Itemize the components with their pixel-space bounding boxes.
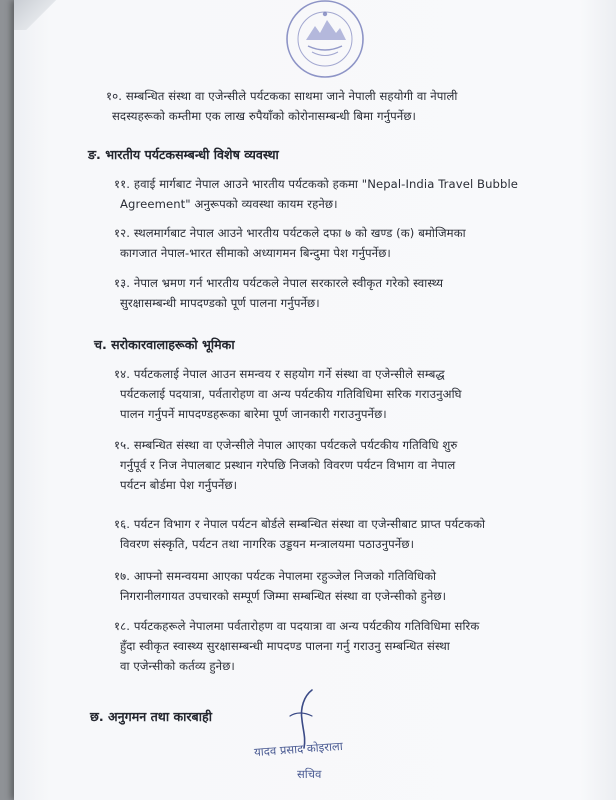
section-heading-nga: ङ. भारतीय पर्यटकसम्बन्धी विशेष व्यवस्था	[88, 147, 279, 162]
clause-line: पर्यटकलाई पदयात्रा, पर्वतारोहण वा अन्य पर्यटकीय गतिविधिमा सरिक गराउनुअघि	[120, 387, 462, 401]
clause-line: पालन गर्नुपर्ने मापदण्डहरूका बारेमा पूर्ण जानकारी गराउनुपर्नेछ।	[120, 407, 387, 421]
clause-line: पर्यटन बोर्डमा पेश गर्नुपर्नेछ।	[120, 478, 238, 492]
clause-line: १८. पर्यटकहरूले नेपालमा पर्वतारोहण वा पदयात्रा वा अन्य पर्यटकीय गतिविधिमा सरिक	[114, 619, 480, 633]
clause-15	[114, 435, 457, 495]
clause-line: १०. सम्बन्धित संस्था वा एजेन्सीले पर्यटकका साथमा जाने नेपाली सहयोगी वा नेपाली	[106, 89, 458, 103]
clause-line: सदस्यहरूको कम्तीमा एक लाख रुपैयाँको कोरोनासम्बन्धी बिमा गर्नुपर्नेछ।	[112, 109, 417, 123]
clause-line: १७. आफ्नो समन्वयमा आएका पर्यटक नेपालमा रहुञ्जेल निजको गतिविधिको	[114, 569, 437, 583]
clause-line: हुँदा स्वीकृत स्वास्थ्य सुरक्षासम्बन्धी मापदण्ड पालना गर्नु गराउनु सम्बन्धित संस्था	[120, 639, 450, 653]
document-page	[14, 0, 616, 800]
clause-line: १५. सम्बन्धित संस्था वा एजेन्सीले नेपाल आएका पर्यटकले पर्यटकीय गतिविधि शुरु	[114, 438, 458, 452]
clause-line: गर्नुपूर्व र निज नेपालबाट प्रस्थान गरेपछि निजको विवरण पर्यटन विभाग वा नेपाल	[120, 458, 456, 472]
clause-line: Agreement" अनुरूपको व्यवस्था कायम रहनेछ।	[120, 197, 338, 211]
clause-12	[114, 223, 466, 263]
clause-13	[114, 273, 443, 313]
document-body	[14, 0, 616, 800]
clause-line: कागजात नेपाल-भारत सीमाको अध्यागमन बिन्दुमा पेश गर्नुपर्नेछ।	[120, 246, 391, 260]
section-heading-chha: छ. अनुगमन तथा कारबाही	[90, 709, 212, 724]
clause-line: १३. नेपाल भ्रमण गर्न भारतीय पर्यटकले नेपाल सरकारले स्वीकृत गरेको स्वास्थ्य	[114, 276, 444, 290]
clause-line: विवरण संस्कृति, पर्यटन तथा नागरिक उड्डयन मन्त्रालयमा पठाउनुपर्नेछ।	[120, 537, 415, 551]
clause-line: वा एजेन्सीको कर्तव्य हुनेछ।	[120, 659, 235, 673]
clause-11	[114, 174, 518, 214]
clause-line: सुरक्षासम्बन्धी मापदण्डको पूर्ण पालना गर्नुपर्नेछ।	[120, 296, 320, 310]
clause-14	[114, 364, 462, 424]
clause-line: निगरानीलगायत उपचारको सम्पूर्ण जिम्मा सम्बन्धित संस्था वा एजेन्सीको हुनेछ।	[120, 589, 447, 603]
clause-18	[114, 616, 479, 676]
clause-line: ११. हवाई मार्गबाट नेपाल आउने भारतीय पर्यटकको हकमा "Nepal-India Travel Bubble	[114, 177, 519, 191]
clause-line: १६. पर्यटन विभाग र नेपाल पर्यटन बोर्डले सम्बन्धित संस्था वा एजेन्सीबाट प्राप्त पर्यटकको	[114, 517, 486, 531]
clause-line: १२. स्थलमार्गबाट नेपाल आउने भारतीय पर्यटकले दफा ७ को खण्ड (क) बमोजिमका	[114, 226, 466, 240]
section-heading-cha: च. सरोकारवालाहरूको भूमिका	[94, 337, 235, 352]
clause-10	[106, 86, 457, 126]
signatory-name: यादव प्रसाद कोइराला	[253, 738, 344, 760]
signatory-title: सचिव	[297, 767, 322, 781]
clause-line: १४. पर्यटकलाई नेपाल आउन समन्वय र सहयोग गर्ने संस्था वा एजेन्सीले सम्बद्ध	[114, 367, 445, 381]
clause-17	[114, 566, 446, 606]
clause-16	[114, 514, 485, 554]
